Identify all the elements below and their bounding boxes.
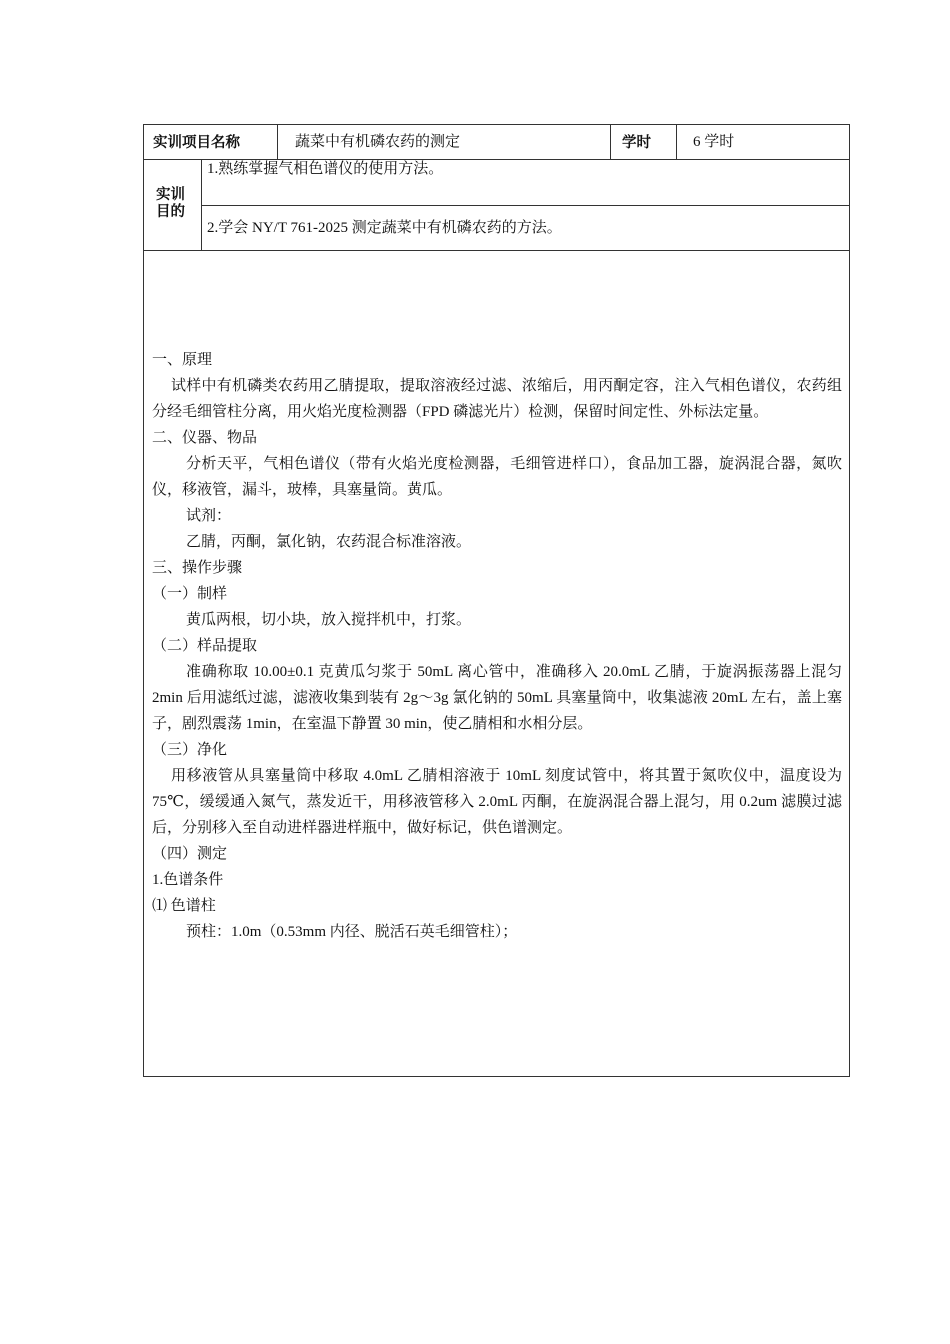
section-equipment-body: 分析天平，气相色谱仪（带有火焰光度检测器，毛细管进样口），食品加工器，旋涡混合器，氮吹仪，移液管，漏斗，玻棒，具塞量筒。黄瓜。 xyxy=(152,456,842,498)
section-equipment-title: 二、仪器、物品 xyxy=(152,430,258,446)
column-divider xyxy=(201,159,202,250)
column-title: ⑴ 色谱柱 xyxy=(152,898,216,914)
step-extraction-body: 准确称取 10.00±0.1 克黄瓜匀浆于 50mL 离心管中，准确移入 20.0mL 乙腈，于旋涡振荡器上混匀 2min 后用滤纸过滤，滤液收集到装有 2g～3g 氯化钠的 50mL 具塞量筒中，收集滤液 20mL 左右，盖上塞子，剧烈震荡 1min，在室温下静置 30 min，使乙腈相和水相分层。 xyxy=(152,664,842,732)
experiment-content xyxy=(152,347,842,945)
hours-value: 6 学时 xyxy=(693,134,735,150)
purpose-item-2: 2.学会 NY/T 761-2025 测定蔬菜中有机磷农药的方法。 xyxy=(207,220,562,236)
form-table xyxy=(143,124,850,1077)
column-divider xyxy=(277,125,278,159)
step-sampling-body: 黄瓜两根，切小块，放入搅拌机中，打浆。 xyxy=(186,612,472,628)
step-cleanup-title: （三）净化 xyxy=(152,742,228,758)
row-divider xyxy=(144,250,849,251)
purpose-label-line2: 目的 xyxy=(156,204,185,220)
precolumn-spec: 预柱：1.0m（0.53mm 内径、脱活石英毛细管柱）； xyxy=(186,924,518,940)
project-name-label: 实训项目名称 xyxy=(153,135,240,151)
step-cleanup-body: 用移液管从具塞量筒中移取 4.0mL 乙腈相溶液于 10mL 刻度试管中，将其置于氮吹仪中，温度设为 75℃，缓缓通入氮气，蒸发近干，用移液管移入 2.0mL 丙酮，在旋涡混合器上混匀，用 0.2um 滤膜过滤后，分别移入至自动进样器进样瓶中，做好标记，供色谱测定。 xyxy=(152,768,842,836)
section-procedure-title: 三、操作步骤 xyxy=(152,560,243,576)
column-divider xyxy=(676,125,677,159)
hours-label: 学时 xyxy=(622,135,651,151)
purpose-label-line1: 实训 xyxy=(156,187,185,203)
reagent-label: 试剂： xyxy=(186,508,232,524)
project-name-value: 蔬菜中有机磷农药的测定 xyxy=(295,134,461,150)
row-divider xyxy=(201,205,849,206)
step-extraction-title: （二）样品提取 xyxy=(152,638,258,654)
section-principle-title: 一、原理 xyxy=(152,352,213,368)
chromatography-conditions-title: 1.色谱条件 xyxy=(152,872,224,888)
column-divider xyxy=(610,125,611,159)
step-sampling-title: （一）制样 xyxy=(152,586,228,602)
step-determination-title: （四）测定 xyxy=(152,846,228,862)
section-principle-body: 试样中有机磷类农药用乙腈提取，提取溶液经过滤、浓缩后，用丙酮定容，注入气相色谱仪，农药组分经毛细管柱分离，用火焰光度检测器（FPD 磷滤光片）检测，保留时间定性、外标法定量。 xyxy=(152,378,842,420)
reagent-body: 乙腈，丙酮，氯化钠，农药混合标准溶液。 xyxy=(186,534,472,550)
purpose-item-1: 1.熟练掌握气相色谱仪的使用方法。 xyxy=(207,161,444,177)
